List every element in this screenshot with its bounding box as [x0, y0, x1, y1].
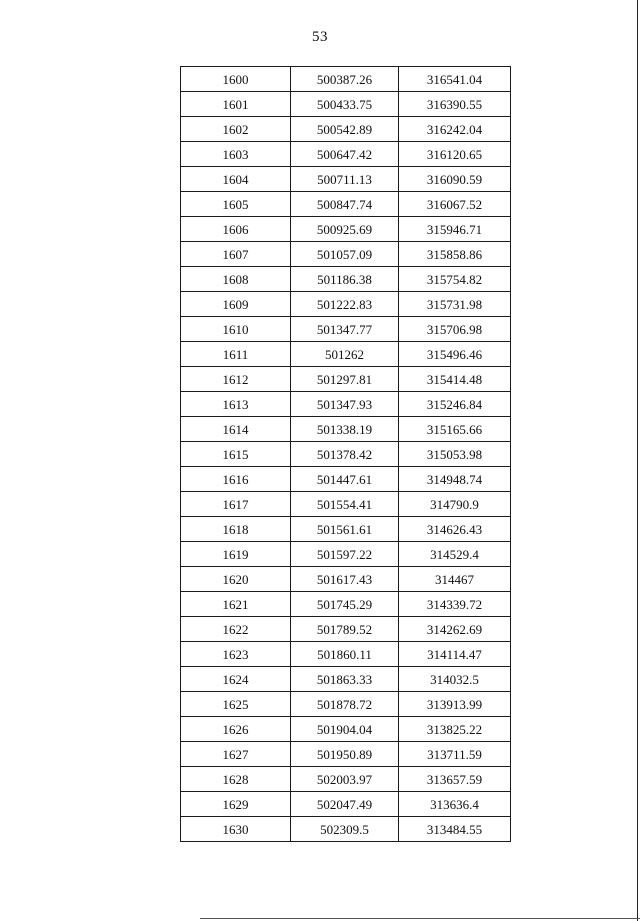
coordinates-table-body — [181, 67, 511, 842]
y-coordinate-cell: 314948.74 — [399, 467, 511, 492]
point-number-cell: 1615 — [181, 442, 291, 467]
y-coordinate-cell: 314114.47 — [399, 642, 511, 667]
table-row — [181, 92, 511, 117]
point-number-cell: 1607 — [181, 242, 291, 267]
page-edge-bottom — [200, 918, 640, 919]
point-number-cell: 1601 — [181, 92, 291, 117]
x-coordinate-cell: 500387.26 — [291, 67, 399, 92]
x-coordinate-cell: 501554.41 — [291, 492, 399, 517]
point-number-cell: 1622 — [181, 617, 291, 642]
y-coordinate-cell: 313825.22 — [399, 717, 511, 742]
point-number-cell: 1621 — [181, 592, 291, 617]
point-number-cell: 1620 — [181, 567, 291, 592]
y-coordinate-cell: 314626.43 — [399, 517, 511, 542]
point-number-cell: 1627 — [181, 742, 291, 767]
y-coordinate-cell: 315731.98 — [399, 292, 511, 317]
table-row — [181, 417, 511, 442]
point-number-cell: 1612 — [181, 367, 291, 392]
y-coordinate-cell: 315946.71 — [399, 217, 511, 242]
x-coordinate-cell: 502309.5 — [291, 817, 399, 842]
table-row — [181, 392, 511, 417]
table-row — [181, 192, 511, 217]
x-coordinate-cell: 501561.61 — [291, 517, 399, 542]
x-coordinate-cell: 501904.04 — [291, 717, 399, 742]
y-coordinate-cell: 315858.86 — [399, 242, 511, 267]
y-coordinate-cell: 316120.65 — [399, 142, 511, 167]
page-number: 53 — [312, 29, 328, 45]
x-coordinate-cell: 501950.89 — [291, 742, 399, 767]
x-coordinate-cell: 500711.13 — [291, 167, 399, 192]
point-number-cell: 1608 — [181, 267, 291, 292]
point-number-cell: 1604 — [181, 167, 291, 192]
point-number-cell: 1618 — [181, 517, 291, 542]
y-coordinate-cell: 316242.04 — [399, 117, 511, 142]
y-coordinate-cell: 314262.69 — [399, 617, 511, 642]
table-row — [181, 317, 511, 342]
y-coordinate-cell: 313711.59 — [399, 742, 511, 767]
point-number-cell: 1609 — [181, 292, 291, 317]
x-coordinate-cell: 501262 — [291, 342, 399, 367]
point-number-cell: 1630 — [181, 817, 291, 842]
table-row — [181, 117, 511, 142]
table-row — [181, 617, 511, 642]
table-row — [181, 242, 511, 267]
x-coordinate-cell: 501863.33 — [291, 667, 399, 692]
x-coordinate-cell: 501878.72 — [291, 692, 399, 717]
point-number-cell: 1614 — [181, 417, 291, 442]
y-coordinate-cell: 314339.72 — [399, 592, 511, 617]
point-number-cell: 1623 — [181, 642, 291, 667]
y-coordinate-cell: 314032.5 — [399, 667, 511, 692]
point-number-cell: 1616 — [181, 467, 291, 492]
table-row — [181, 667, 511, 692]
table-row — [181, 367, 511, 392]
y-coordinate-cell: 314467 — [399, 567, 511, 592]
x-coordinate-cell: 500433.75 — [291, 92, 399, 117]
x-coordinate-cell: 501745.29 — [291, 592, 399, 617]
point-number-cell: 1611 — [181, 342, 291, 367]
table-row — [181, 542, 511, 567]
y-coordinate-cell: 316090.59 — [399, 167, 511, 192]
x-coordinate-cell: 500847.74 — [291, 192, 399, 217]
y-coordinate-cell: 316067.52 — [399, 192, 511, 217]
table-row — [181, 267, 511, 292]
point-number-cell: 1602 — [181, 117, 291, 142]
point-number-cell: 1603 — [181, 142, 291, 167]
point-number-cell: 1625 — [181, 692, 291, 717]
x-coordinate-cell: 502003.97 — [291, 767, 399, 792]
table-row — [181, 292, 511, 317]
y-coordinate-cell: 313636.4 — [399, 792, 511, 817]
table-row — [181, 792, 511, 817]
point-number-cell: 1626 — [181, 717, 291, 742]
x-coordinate-cell: 501789.52 — [291, 617, 399, 642]
x-coordinate-cell: 501057.09 — [291, 242, 399, 267]
table-row — [181, 442, 511, 467]
table-row — [181, 817, 511, 842]
table-row — [181, 642, 511, 667]
y-coordinate-cell: 314529.4 — [399, 542, 511, 567]
x-coordinate-cell: 501347.77 — [291, 317, 399, 342]
point-number-cell: 1617 — [181, 492, 291, 517]
y-coordinate-cell: 314790.9 — [399, 492, 511, 517]
table-row — [181, 467, 511, 492]
table-row — [181, 742, 511, 767]
x-coordinate-cell: 500542.89 — [291, 117, 399, 142]
table-row — [181, 142, 511, 167]
y-coordinate-cell: 316390.55 — [399, 92, 511, 117]
y-coordinate-cell: 315496.46 — [399, 342, 511, 367]
x-coordinate-cell: 501597.22 — [291, 542, 399, 567]
y-coordinate-cell: 313913.99 — [399, 692, 511, 717]
x-coordinate-cell: 501617.43 — [291, 567, 399, 592]
table-row — [181, 517, 511, 542]
point-number-cell: 1624 — [181, 667, 291, 692]
y-coordinate-cell: 313657.59 — [399, 767, 511, 792]
x-coordinate-cell: 501222.83 — [291, 292, 399, 317]
x-coordinate-cell: 501378.42 — [291, 442, 399, 467]
point-number-cell: 1600 — [181, 67, 291, 92]
point-number-cell: 1619 — [181, 542, 291, 567]
table-row — [181, 592, 511, 617]
x-coordinate-cell: 501447.61 — [291, 467, 399, 492]
table-row — [181, 217, 511, 242]
y-coordinate-cell: 315165.66 — [399, 417, 511, 442]
y-coordinate-cell: 315754.82 — [399, 267, 511, 292]
x-coordinate-cell: 502047.49 — [291, 792, 399, 817]
x-coordinate-cell: 501338.19 — [291, 417, 399, 442]
y-coordinate-cell: 316541.04 — [399, 67, 511, 92]
point-number-cell: 1629 — [181, 792, 291, 817]
y-coordinate-cell: 315414.48 — [399, 367, 511, 392]
table-row — [181, 692, 511, 717]
point-number-cell: 1605 — [181, 192, 291, 217]
table-row — [181, 717, 511, 742]
x-coordinate-cell: 501297.81 — [291, 367, 399, 392]
point-number-cell: 1606 — [181, 217, 291, 242]
y-coordinate-cell: 315053.98 — [399, 442, 511, 467]
table-row — [181, 67, 511, 92]
y-coordinate-cell: 313484.55 — [399, 817, 511, 842]
x-coordinate-cell: 501186.38 — [291, 267, 399, 292]
x-coordinate-cell: 501347.93 — [291, 392, 399, 417]
table-row — [181, 342, 511, 367]
y-coordinate-cell: 315706.98 — [399, 317, 511, 342]
table-row — [181, 492, 511, 517]
table-row — [181, 167, 511, 192]
x-coordinate-cell: 501860.11 — [291, 642, 399, 667]
table-row — [181, 767, 511, 792]
x-coordinate-cell: 500925.69 — [291, 217, 399, 242]
point-number-cell: 1610 — [181, 317, 291, 342]
y-coordinate-cell: 315246.84 — [399, 392, 511, 417]
coordinates-table — [180, 66, 511, 842]
table-row — [181, 567, 511, 592]
x-coordinate-cell: 500647.42 — [291, 142, 399, 167]
point-number-cell: 1628 — [181, 767, 291, 792]
point-number-cell: 1613 — [181, 392, 291, 417]
page-edge-right — [637, 0, 638, 921]
